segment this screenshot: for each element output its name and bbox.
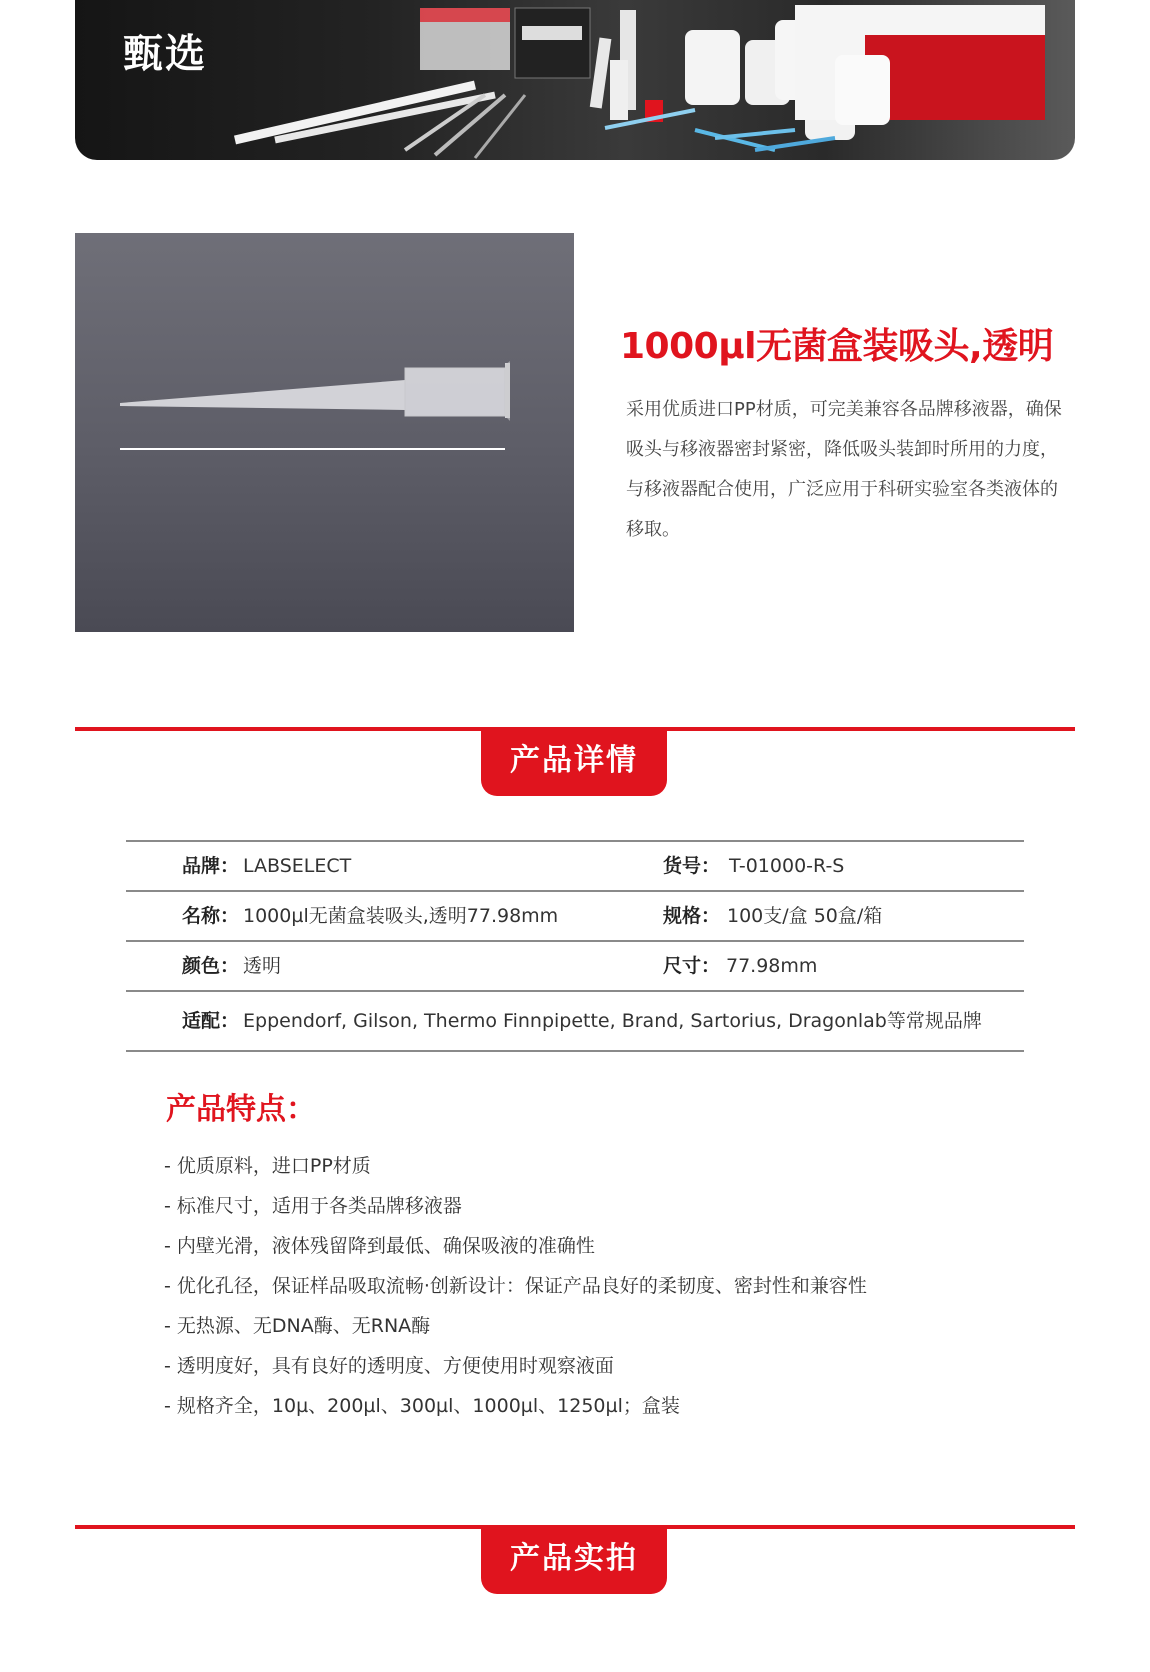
spec-label-color: 颜色： <box>182 955 240 977</box>
spec-label-name: 名称： <box>182 905 240 927</box>
list-item: - 规格齐全，10µ、200µl、300µl、1000µl、1250µl；盒装 <box>164 1395 680 1417</box>
section-title-photos: 产品实拍 <box>481 1528 667 1594</box>
list-item: - 透明度好，具有良好的透明度、方便使用时观察液面 <box>164 1355 614 1377</box>
spec-label-compat: 适配： <box>182 1010 240 1032</box>
spec-row <box>126 990 1024 1052</box>
spec-value-spec: 100支/盒 50盒/箱 <box>727 905 883 927</box>
dimension-label: 78mm <box>287 693 343 713</box>
spec-row <box>126 940 1024 990</box>
list-item: - 无热源、无DNA酶、无RNA酶 <box>164 1315 431 1337</box>
product-title: 1000µl无菌盒装吸头,透明 <box>620 326 1054 367</box>
list-item: - 标准尺寸，适用于各类品牌移液器 <box>164 1195 462 1217</box>
lab-products-illustration <box>75 0 1075 160</box>
product-description: 采用优质进口PP材质，可完美兼容各品牌移液器，确保吸头与移液器密封紧密，降低吸头装卸时所用的力度，与移液器配合使用，广泛应用于科研实验室各类液体的移取。 <box>626 399 1062 540</box>
section-title-details: 产品详情 <box>481 730 667 796</box>
list-item: - 优化孔径，保证样品吸取流畅·创新设计：保证产品良好的柔韧度、密封性和兼容性 <box>164 1275 867 1297</box>
spec-row <box>126 890 1024 940</box>
features-title: 产品特点： <box>166 1092 316 1127</box>
spec-value-compat: Eppendorf, Gilson, Thermo Finnpipette, Brand, Sartorius, Dragonlab等常规品牌 <box>243 1010 982 1032</box>
list-item: - 优质原料，进口PP材质 <box>164 1155 371 1177</box>
spec-label-spec: 规格： <box>663 905 721 927</box>
spec-value-size: 77.98mm <box>726 955 818 977</box>
list-item: - 内壁光滑，液体残留降到最低、确保吸液的准确性 <box>164 1235 595 1257</box>
pipette-tip-illustration <box>75 233 574 632</box>
spec-row <box>126 840 1024 890</box>
spec-value-name: 1000µl无菌盒装吸头,透明77.98mm <box>243 905 559 927</box>
brand-logo: 甄选 <box>123 31 207 77</box>
header-banner <box>75 0 1075 160</box>
spec-table <box>126 840 1024 1052</box>
spec-label-sku: 货号： <box>663 855 721 877</box>
spec-label-size: 尺寸： <box>663 955 721 977</box>
product-photo <box>75 233 574 713</box>
spec-value-color: 透明 <box>243 955 282 977</box>
spec-value-sku: T-01000-R-S <box>729 855 845 877</box>
spec-label-brand: 品牌： <box>182 855 240 877</box>
spec-value-brand: LABSELECT <box>243 855 352 877</box>
features-list <box>164 1146 867 1426</box>
